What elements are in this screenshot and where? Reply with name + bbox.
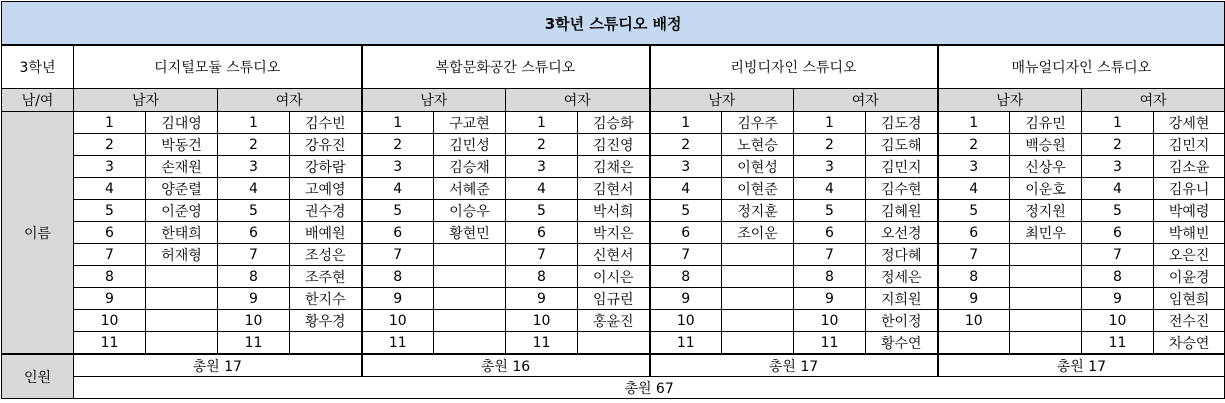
student-name: 김민성 (434, 134, 506, 156)
student-name: 전수진 (1154, 310, 1225, 332)
table-row (2, 112, 1225, 134)
student-number: 4 (74, 178, 146, 200)
student-name: 배예원 (290, 222, 362, 244)
grand-total-row (2, 377, 1225, 399)
student-name: 이운호 (1010, 178, 1082, 200)
student-number: 4 (218, 178, 290, 200)
student-number: 2 (650, 134, 722, 156)
student-name: 박동건 (146, 134, 218, 156)
table-row (2, 134, 1225, 156)
student-number: 5 (362, 200, 434, 222)
student-number: 6 (1082, 222, 1154, 244)
student-name: 이승우 (434, 200, 506, 222)
student-number: 10 (650, 310, 722, 332)
studio-name: 매뉴얼디자인 스튜디오 (938, 45, 1225, 89)
grade-label: 3학년 (2, 45, 74, 89)
student-name: 황우경 (290, 310, 362, 332)
student-name: 양준렬 (146, 178, 218, 200)
student-number: 8 (218, 266, 290, 288)
studio-name: 디지털모듈 스튜디오 (74, 45, 362, 89)
student-name: 이윤경 (1154, 266, 1225, 288)
student-name: 이현성 (722, 156, 794, 178)
student-number: 9 (74, 288, 146, 310)
table-row (2, 156, 1225, 178)
student-number: 9 (650, 288, 722, 310)
student-name (146, 266, 218, 288)
student-number: 5 (506, 200, 578, 222)
table-row (2, 222, 1225, 244)
student-number: 9 (362, 288, 434, 310)
student-number: 3 (938, 156, 1010, 178)
table-row (2, 310, 1225, 332)
student-number: 1 (938, 112, 1010, 134)
student-name: 황현민 (434, 222, 506, 244)
student-number: 3 (794, 156, 866, 178)
student-name: 김우주 (722, 112, 794, 134)
student-name: 김수현 (866, 178, 938, 200)
studio-total: 총원 16 (362, 354, 650, 377)
student-name: 고예영 (290, 178, 362, 200)
student-number: 6 (650, 222, 722, 244)
student-name (146, 310, 218, 332)
student-name: 이준영 (146, 200, 218, 222)
student-number: 3 (1082, 156, 1154, 178)
student-number: 8 (938, 266, 1010, 288)
student-number: 2 (218, 134, 290, 156)
name-label: 이름 (2, 112, 74, 355)
table-row (2, 244, 1225, 266)
student-name: 조성은 (290, 244, 362, 266)
sheet-title: 3학년 스튜디오 배정 (2, 2, 1225, 46)
student-name: 오은진 (1154, 244, 1225, 266)
student-number: 2 (362, 134, 434, 156)
student-number: 11 (794, 332, 866, 355)
student-number: 9 (1082, 288, 1154, 310)
student-number: 5 (938, 200, 1010, 222)
student-name: 박해빈 (1154, 222, 1225, 244)
student-number: 7 (362, 244, 434, 266)
student-number: 6 (938, 222, 1010, 244)
student-name: 정다혜 (866, 244, 938, 266)
female-header: 여자 (506, 89, 650, 112)
student-name: 김유니 (1154, 178, 1225, 200)
student-name: 김채은 (578, 156, 650, 178)
student-name: 최민우 (1010, 222, 1082, 244)
student-name: 노현승 (722, 134, 794, 156)
table-row (2, 332, 1225, 355)
student-number: 8 (794, 266, 866, 288)
student-number: 11 (506, 332, 578, 355)
student-name: 신상우 (1010, 156, 1082, 178)
student-name: 구교현 (434, 112, 506, 134)
totals-row (2, 354, 1225, 377)
student-name (722, 310, 794, 332)
student-name: 강하람 (290, 156, 362, 178)
student-name: 조주현 (290, 266, 362, 288)
studio-name: 복합문화공간 스튜디오 (362, 45, 650, 89)
student-number: 1 (218, 112, 290, 134)
table-row (2, 178, 1225, 200)
student-number: 8 (362, 266, 434, 288)
student-name: 김승화 (578, 112, 650, 134)
student-name: 박예령 (1154, 200, 1225, 222)
student-number: 8 (506, 266, 578, 288)
student-number: 2 (74, 134, 146, 156)
student-number: 6 (506, 222, 578, 244)
student-name (722, 332, 794, 355)
student-number: 3 (362, 156, 434, 178)
student-number: 5 (74, 200, 146, 222)
student-name: 김현서 (578, 178, 650, 200)
student-number: 1 (1082, 112, 1154, 134)
student-name (1010, 244, 1082, 266)
student-number: 11 (218, 332, 290, 355)
student-number: 7 (938, 244, 1010, 266)
studio-total: 총원 17 (650, 354, 938, 377)
student-number: 7 (1082, 244, 1154, 266)
student-name: 임규린 (578, 288, 650, 310)
student-name: 김대영 (146, 112, 218, 134)
student-name: 김승채 (434, 156, 506, 178)
student-name: 한태희 (146, 222, 218, 244)
female-header: 여자 (794, 89, 938, 112)
student-name: 김도해 (866, 134, 938, 156)
student-number: 8 (74, 266, 146, 288)
student-number: 8 (1082, 266, 1154, 288)
student-number: 3 (218, 156, 290, 178)
student-name: 백승원 (1010, 134, 1082, 156)
gender-label: 남/여 (2, 89, 74, 112)
student-name: 차승연 (1154, 332, 1225, 355)
student-name: 김민지 (1154, 134, 1225, 156)
student-name (434, 332, 506, 355)
student-number: 10 (362, 310, 434, 332)
student-name: 정지훈 (722, 200, 794, 222)
student-name: 김혜원 (866, 200, 938, 222)
count-label: 인원 (2, 354, 74, 399)
student-name (290, 332, 362, 355)
student-number: 9 (218, 288, 290, 310)
male-header: 남자 (650, 89, 794, 112)
student-name: 정세은 (866, 266, 938, 288)
student-number: 6 (218, 222, 290, 244)
student-name: 박지은 (578, 222, 650, 244)
studio-total: 총원 17 (74, 354, 362, 377)
student-number: 2 (506, 134, 578, 156)
student-number: 9 (938, 288, 1010, 310)
student-number: 10 (1082, 310, 1154, 332)
male-header: 남자 (938, 89, 1082, 112)
student-number: 5 (1082, 200, 1154, 222)
student-name (146, 332, 218, 355)
student-number: 7 (218, 244, 290, 266)
student-number: 4 (650, 178, 722, 200)
student-name: 강세현 (1154, 112, 1225, 134)
student-name: 강유진 (290, 134, 362, 156)
student-name (722, 244, 794, 266)
student-number: 6 (794, 222, 866, 244)
student-number: 4 (362, 178, 434, 200)
student-number: 11 (650, 332, 722, 355)
student-number: 1 (74, 112, 146, 134)
student-name: 김민지 (866, 156, 938, 178)
student-number: 4 (506, 178, 578, 200)
student-name: 서혜준 (434, 178, 506, 200)
student-number: 3 (650, 156, 722, 178)
student-number: 10 (218, 310, 290, 332)
student-name: 허재형 (146, 244, 218, 266)
student-number: 9 (506, 288, 578, 310)
student-number (938, 332, 1010, 355)
student-name: 김수빈 (290, 112, 362, 134)
student-number: 7 (794, 244, 866, 266)
female-header: 여자 (1082, 89, 1225, 112)
student-name: 오선경 (866, 222, 938, 244)
student-name (434, 310, 506, 332)
student-number: 11 (362, 332, 434, 355)
student-name: 신현서 (578, 244, 650, 266)
student-name: 이시은 (578, 266, 650, 288)
student-number: 7 (506, 244, 578, 266)
student-name: 김소윤 (1154, 156, 1225, 178)
student-name: 김진영 (578, 134, 650, 156)
student-number: 10 (74, 310, 146, 332)
student-name (434, 288, 506, 310)
table-row (2, 200, 1225, 222)
student-name: 지희원 (866, 288, 938, 310)
student-number: 1 (650, 112, 722, 134)
student-number: 10 (938, 310, 1010, 332)
student-number: 8 (650, 266, 722, 288)
student-number: 3 (506, 156, 578, 178)
student-name: 김유민 (1010, 112, 1082, 134)
student-name (1010, 266, 1082, 288)
student-number: 6 (362, 222, 434, 244)
male-header: 남자 (362, 89, 506, 112)
student-number: 2 (938, 134, 1010, 156)
student-number: 10 (794, 310, 866, 332)
student-number: 7 (74, 244, 146, 266)
student-name: 박서희 (578, 200, 650, 222)
student-number: 2 (794, 134, 866, 156)
female-header: 여자 (218, 89, 362, 112)
student-number: 5 (794, 200, 866, 222)
student-name (146, 288, 218, 310)
student-name: 한이정 (866, 310, 938, 332)
table-row (2, 266, 1225, 288)
student-number: 1 (794, 112, 866, 134)
student-number: 1 (362, 112, 434, 134)
student-number: 5 (218, 200, 290, 222)
assignment-table (1, 1, 1225, 399)
student-name: 조이운 (722, 222, 794, 244)
student-name: 임현희 (1154, 288, 1225, 310)
studio-name: 리빙디자인 스튜디오 (650, 45, 938, 89)
grand-total: 총원 67 (74, 377, 1225, 399)
table-row (2, 288, 1225, 310)
student-number: 4 (794, 178, 866, 200)
student-name (1010, 288, 1082, 310)
student-name: 황수연 (866, 332, 938, 355)
student-name: 홍윤진 (578, 310, 650, 332)
student-name (1010, 332, 1082, 355)
studio-total: 총원 17 (938, 354, 1225, 377)
student-name: 손재원 (146, 156, 218, 178)
student-name (722, 266, 794, 288)
student-name: 한지수 (290, 288, 362, 310)
student-number: 11 (74, 332, 146, 355)
student-name: 권수경 (290, 200, 362, 222)
student-name (434, 266, 506, 288)
student-number: 10 (506, 310, 578, 332)
student-number: 11 (1082, 332, 1154, 355)
student-number: 1 (506, 112, 578, 134)
student-name (1010, 310, 1082, 332)
male-header: 남자 (74, 89, 218, 112)
student-number: 9 (794, 288, 866, 310)
student-name: 이현준 (722, 178, 794, 200)
student-number: 4 (938, 178, 1010, 200)
student-number: 5 (650, 200, 722, 222)
student-number: 4 (1082, 178, 1154, 200)
student-number: 3 (74, 156, 146, 178)
student-name: 정지원 (1010, 200, 1082, 222)
student-name (722, 288, 794, 310)
student-number: 6 (74, 222, 146, 244)
student-name: 김도경 (866, 112, 938, 134)
student-number: 2 (1082, 134, 1154, 156)
student-number: 7 (650, 244, 722, 266)
student-name (578, 332, 650, 355)
student-name (434, 244, 506, 266)
